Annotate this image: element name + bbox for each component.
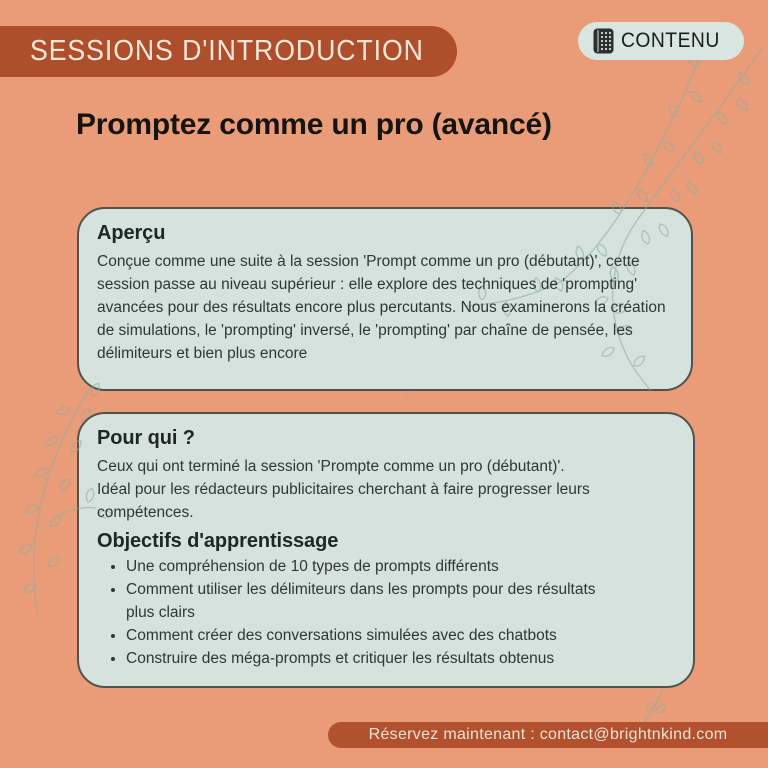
pour-qui-body: Ceux qui ont terminé la session 'Prompte comme un pro (débutant)'. Idéal pour les rédacteurs publicitaires cherchant à faire progresser leurs compétences. (97, 458, 590, 521)
objectifs-list (97, 555, 626, 670)
apercu-card (77, 207, 693, 391)
contenu-badge[interactable] (578, 22, 744, 60)
apercu-heading: Aperçu (97, 222, 166, 244)
objectifs-heading: Objectifs d'apprentissage (97, 530, 339, 552)
list-item: • Construire des méga-prompts et critiquer les résultats obtenus (126, 647, 626, 670)
apercu-card-content (79, 209, 691, 365)
notebook-icon (593, 28, 614, 54)
header-banner (0, 26, 457, 77)
pour-qui-heading: Pour qui ? (97, 427, 195, 449)
apercu-body: Conçue comme une suite à la session 'Prompt comme un pro (débutant)', cette session passe au niveau supérieur : elle explore des techniques de 'prompting' avancées pour des résultats encore plus percutants. Nous examinerons la création de simulations, le 'prompting' inversé, le 'prompting' par chaîne de pensée, les délimiteurs et bien plus encore (97, 253, 666, 362)
contact-label: Réservez maintenant : contact@brightnkind.com (368, 726, 728, 743)
list-item: • Comment utiliser les délimiteurs dans les prompts pour des résultats plus clairs (126, 578, 626, 624)
pour-qui-card-content (79, 414, 693, 670)
pour-qui-card (77, 412, 695, 688)
banner-title: SESSIONS D'INTRODUCTION (30, 35, 424, 67)
contact-banner[interactable] (328, 722, 768, 748)
badge-label: CONTENU (621, 29, 721, 52)
list-item: • Comment créer des conversations simulées avec des chatbots (126, 624, 626, 647)
list-item: • Une compréhension de 10 types de prompts différents (126, 555, 626, 578)
page-title: Promptez comme un pro (avancé) (76, 108, 552, 141)
